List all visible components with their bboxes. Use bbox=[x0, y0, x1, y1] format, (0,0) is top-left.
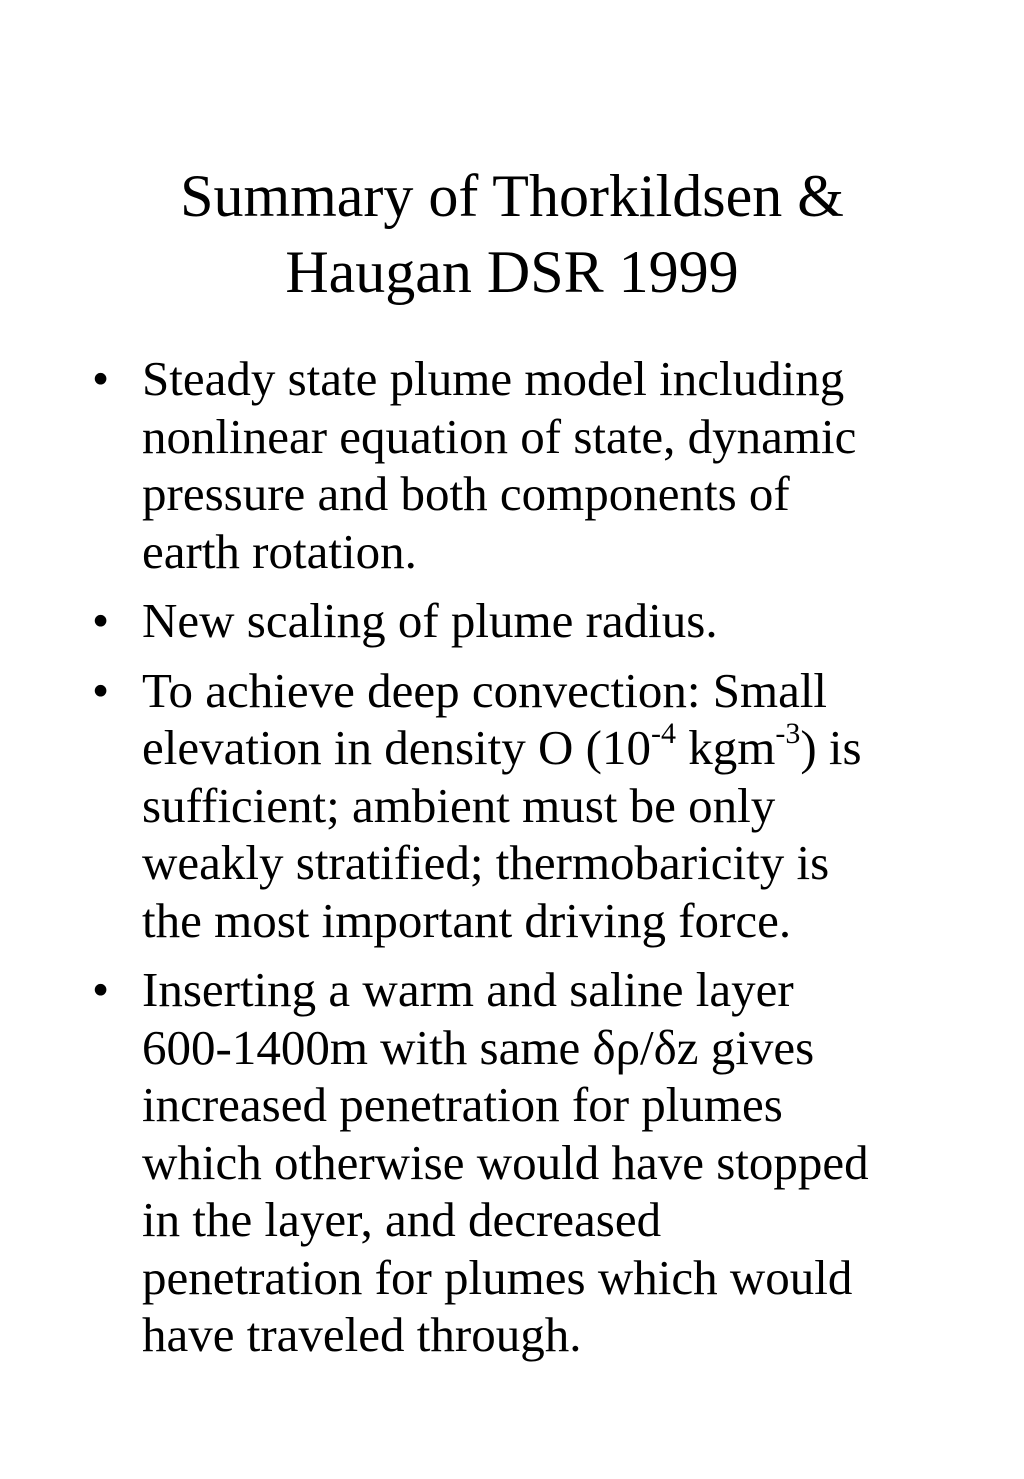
bullet-item-saline-layer bbox=[92, 961, 992, 1364]
bullet-icon: • bbox=[92, 662, 110, 718]
slide-title bbox=[0, 158, 1024, 310]
bullet-list bbox=[92, 350, 992, 1376]
superscript: -4 bbox=[650, 716, 676, 750]
title-line-1: Summary of Thorkildsen & bbox=[180, 163, 844, 229]
text-segment: ) is bbox=[800, 720, 862, 775]
bullet-icon: • bbox=[92, 593, 110, 648]
superscript: -3 bbox=[775, 716, 801, 750]
bullet-text-line: New scaling of plume radius. bbox=[142, 593, 718, 648]
bullet-text-line: Steady state plume model including bbox=[142, 351, 845, 406]
bullet-text-line: increased penetration for plumes bbox=[142, 1077, 783, 1132]
bullet-text-line: have traveled through. bbox=[142, 1307, 582, 1362]
bullet-text-line: earth rotation. bbox=[142, 523, 417, 579]
bullet-text-line: nonlinear equation of state, dynamic bbox=[142, 408, 857, 464]
bullet-text-line: sufficient; ambient must be only bbox=[142, 777, 776, 833]
bullet-text-line: which otherwise would have stopped bbox=[142, 1134, 869, 1190]
bullet-item-plume-model bbox=[92, 350, 992, 580]
text-segment: kgm bbox=[675, 720, 776, 775]
bullet-item-scaling bbox=[92, 592, 992, 650]
bullet-icon: • bbox=[92, 351, 110, 406]
bullet-text-line: Inserting a warm and saline layer bbox=[142, 962, 794, 1017]
bullet-text-line: penetration for plumes which would bbox=[142, 1249, 853, 1305]
title-line-2: Haugan DSR 1999 bbox=[285, 239, 739, 305]
bullet-text-line: To achieve deep convection: Small bbox=[142, 662, 828, 718]
bullet-item-deep-convection bbox=[92, 662, 992, 950]
bullet-text-line: 600-1400m with same δρ/δz gives bbox=[142, 1019, 815, 1075]
text-segment: elevation in density O (10 bbox=[142, 720, 651, 775]
bullet-text-line: weakly stratified; thermobaricity is bbox=[142, 835, 830, 890]
bullet-text-line: in the layer, and decreased bbox=[142, 1192, 662, 1247]
bullet-icon: • bbox=[92, 962, 110, 1017]
bullet-text-line: the most important driving force. bbox=[142, 892, 792, 948]
bullet-text-line: pressure and both components of bbox=[142, 466, 790, 521]
bullet-text-line-with-superscripts bbox=[142, 716, 992, 777]
